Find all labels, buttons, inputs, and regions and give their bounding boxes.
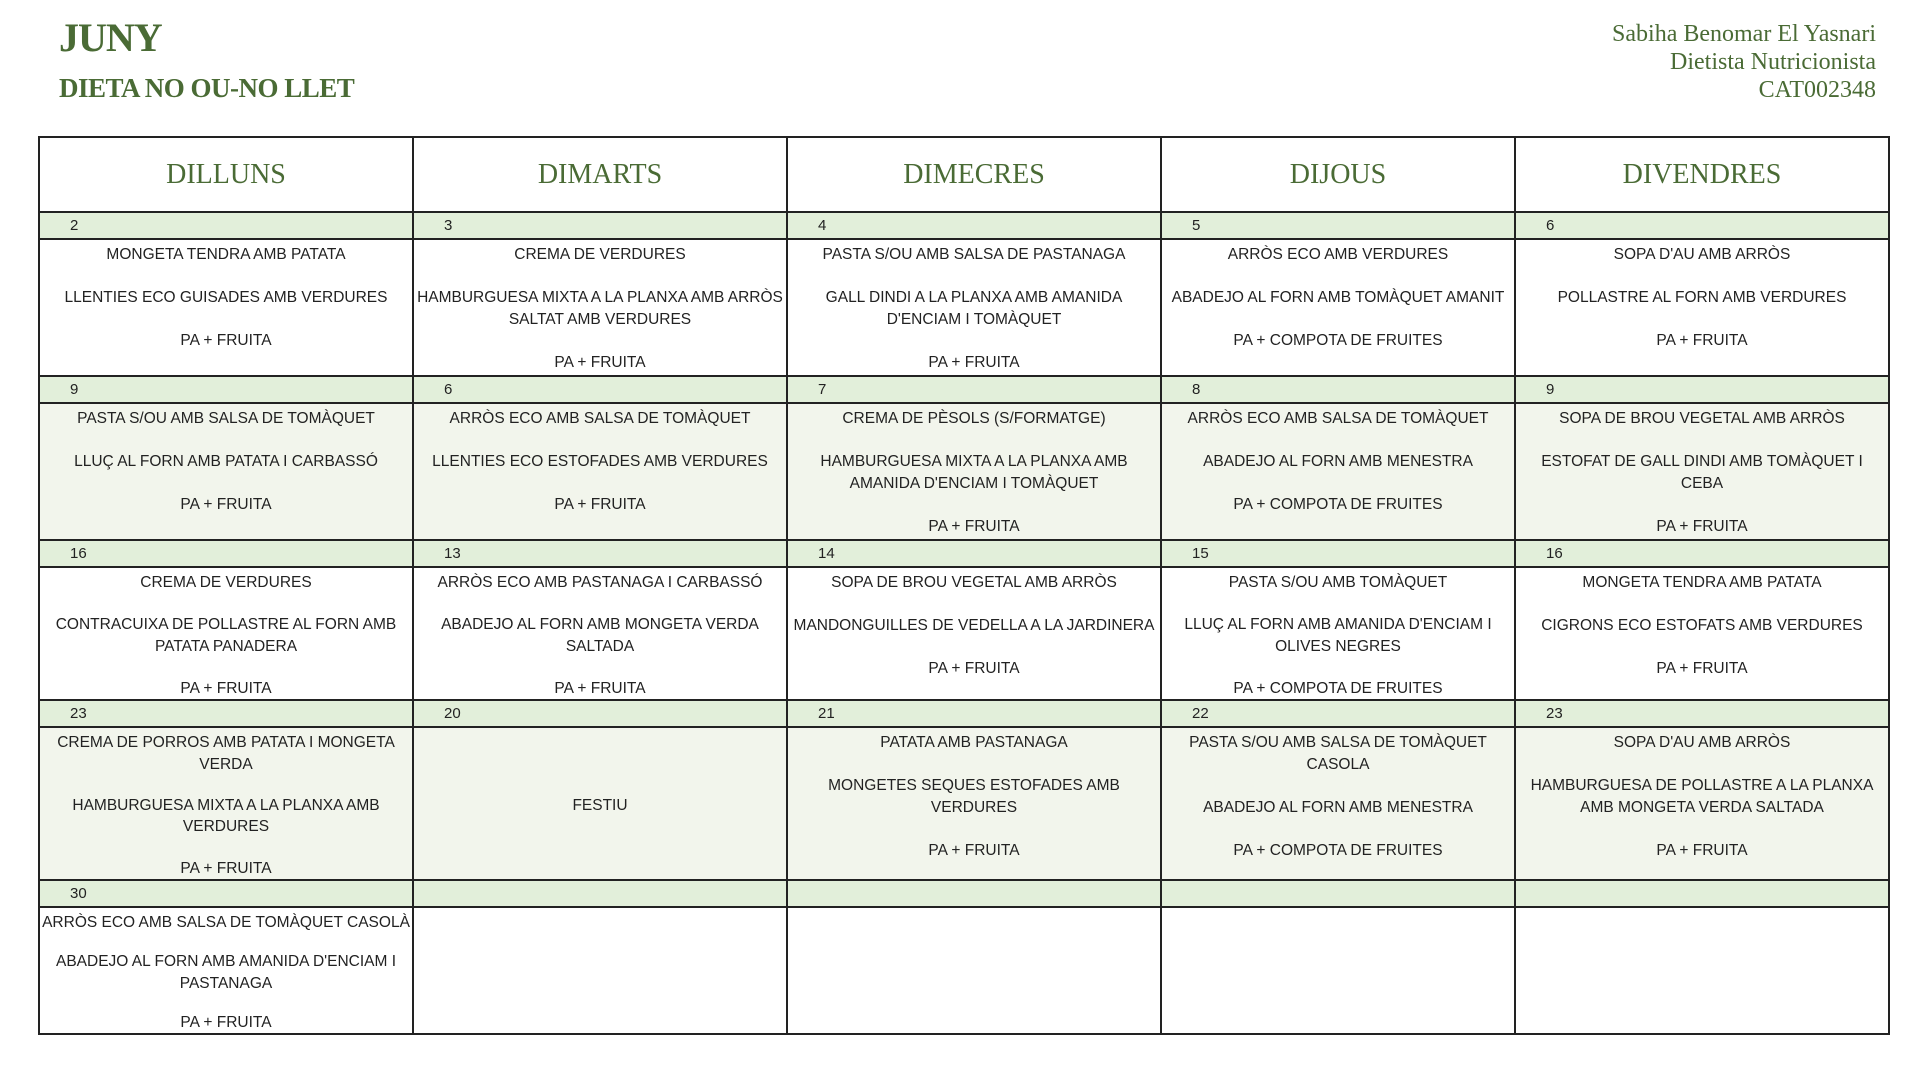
meal-item: SOPA D'AU AMB ARRÒS [1613,734,1791,751]
license-number: CAT002348 [1758,77,1876,103]
date-label: 13 [414,541,788,568]
day-header: DIVENDRES [1516,138,1888,213]
date-label [1516,881,1888,908]
day-header: DIMARTS [414,138,788,213]
meal-cell [1516,568,1888,701]
meal-cell [414,728,788,881]
date-label: 14 [788,541,1162,568]
meal-item: LLUÇ AL FORN AMB PATATA I CARBASSÓ [74,453,378,470]
meal-item: CIGRONS ECO ESTOFATS AMB VERDURES [1541,617,1863,634]
line-gap [416,594,784,615]
line-gap [416,266,784,288]
meal-cell [1516,240,1888,377]
line-gap [42,473,410,495]
meal-cell [788,728,1162,881]
meal-cell [40,908,414,1033]
date-label: 9 [40,377,414,404]
meal-cell [1162,908,1516,1033]
date-label: 8 [1162,377,1516,404]
line-gap [1518,754,1886,776]
line-gap [790,494,1158,516]
meal-item: GALL DINDI A LA PLANXA AMB AMANIDA D'ENCIAM I TOMÀQUET [825,289,1123,328]
meal-cell [1162,404,1516,541]
line-gap [42,266,410,288]
date-label: 7 [788,377,1162,404]
line-gap [416,657,784,678]
line-gap [790,330,1158,352]
meal-item: PA + FRUITA [928,517,1020,535]
line-gap [42,994,410,1012]
meal-cell [40,568,414,701]
date-label: 9 [1516,377,1888,404]
header-left [59,14,354,104]
date-label: 21 [788,701,1162,728]
meal-cell [414,568,788,701]
line-gap [1164,309,1512,331]
meal-item: PA + FRUITA [180,496,272,513]
day-header: DILLUNS [40,138,414,213]
menu-calendar [38,136,1890,1035]
date-label: 3 [414,213,788,240]
meal-item: ABADEJO AL FORN AMB MONGETA VERDA SALTADA [441,616,759,655]
meal-item: LLENTIES ECO ESTOFADES AMB VERDURES [432,453,768,470]
line-gap [416,330,784,352]
line-gap [42,838,410,858]
meal-item: ARRÒS ECO AMB SALSA DE TOMÀQUET [449,410,751,427]
date-label [414,881,788,908]
meal-cell [788,240,1162,377]
meal-item: PA + FRUITA [928,841,1020,859]
meal-item: ARRÒS ECO AMB VERDURES [1227,246,1449,263]
line-gap [42,657,410,678]
line-gap [1164,657,1512,678]
line-gap [1518,637,1886,659]
meal-item: PA + COMPOTA DE FRUITES [1233,679,1443,697]
author-name: Sabiha Benomar El Yasnari [1612,21,1876,47]
meal-item: LLENTIES ECO GUISADES AMB VERDURES [64,289,388,306]
line-gap [1518,266,1886,288]
line-gap [1518,309,1886,331]
meal-item: PA + COMPOTA DE FRUITES [1233,332,1443,349]
line-gap [1164,818,1512,840]
line-gap [1164,775,1512,797]
line-gap [790,818,1158,840]
meal-item: HAMBURGUESA MIXTA A LA PLANXA AMB AMANIDA D'ENCIAM I TOMÀQUET [820,453,1128,492]
date-label [1162,881,1516,908]
meal-item: MONGETA TENDRA AMB PATATA [1582,574,1822,591]
line-gap [416,430,784,452]
meal-item: ABADEJO AL FORN AMB MENESTRA [1203,798,1473,816]
diet-subtitle: DIETA NO OU-NO LLET [59,73,355,103]
meal-item: PA + FRUITA [180,679,272,697]
meal-cell [1162,568,1516,701]
date-label: 16 [1516,541,1888,568]
line-gap [1164,473,1512,495]
meal-item: ARRÒS ECO AMB SALSA DE TOMÀQUET CASOLÀ [42,914,410,931]
meal-cell [1162,240,1516,377]
meal-item: ARRÒS ECO AMB SALSA DE TOMÀQUET [1187,410,1489,427]
line-gap [42,775,410,795]
day-header: DIJOUS [1162,138,1516,213]
author-role: Dietista Nutricionista [1670,49,1876,75]
meal-item: CREMA DE PÈSOLS (S/FORMATGE) [842,410,1106,427]
line-gap [790,266,1158,288]
meal-item: SOPA DE BROU VEGETAL AMB ARRÒS [1559,410,1845,427]
line-gap [790,594,1158,616]
meal-item: PA + FRUITA [554,353,646,371]
meal-cell [1516,908,1888,1033]
line-gap [1518,494,1886,516]
meal-item: PA + FRUITA [554,496,646,513]
meal-item: PA + FRUITA [1656,517,1748,535]
date-label: 23 [1516,701,1888,728]
meal-item: PA + FRUITA [180,859,272,877]
meal-cell [414,908,788,1033]
line-gap [790,430,1158,452]
meal-item: CONTRACUIXA DE POLLASTRE AL FORN AMB PATATA PANADERA [55,616,397,655]
date-label: 2 [40,213,414,240]
meal-item: PA + COMPOTA DE FRUITES [1233,841,1443,859]
meal-item: PASTA S/OU AMB TOMÀQUET [1228,574,1448,591]
meal-item: MONGETES SEQUES ESTOFADES AMB VERDURES [828,777,1120,816]
meal-cell [40,728,414,881]
date-label: 5 [1162,213,1516,240]
meal-item: HAMBURGUESA MIXTA A LA PLANXA AMB ARRÒS SALTAT AMB VERDURES [417,289,783,328]
date-label [788,881,1162,908]
meal-item: SOPA D'AU AMB ARRÒS [1613,246,1791,263]
meal-item: PASTA S/OU AMB SALSA DE TOMÀQUET [77,410,375,427]
date-label: 30 [40,881,414,908]
meal-item: HAMBURGUESA DE POLLASTRE A LA PLANXA AMB MONGETA VERDA SALTADA [1530,777,1874,816]
meal-item: PA + FRUITA [1656,841,1748,859]
meal-item: PASTA S/OU AMB SALSA DE TOMÀQUET CASOLA [1189,734,1487,773]
meal-item: PA + FRUITA [180,332,272,349]
meal-item: CREMA DE PORROS AMB PATATA I MONGETA VERDA [57,734,395,773]
meal-item: ABADEJO AL FORN AMB TOMÀQUET AMANIT [1171,289,1505,306]
meal-item: MONGETA TENDRA AMB PATATA [106,246,346,263]
meal-item: ESTOFAT DE GALL DINDI AMB TOMÀQUET I CEBA [1541,453,1863,492]
meal-item: PA + COMPOTA DE FRUITES [1233,496,1443,513]
meal-item: ARRÒS ECO AMB PASTANAGA I CARBASSÓ [437,574,763,591]
meal-cell [40,240,414,377]
meal-cell [1162,728,1516,881]
date-label: 15 [1162,541,1516,568]
line-gap [790,754,1158,776]
meal-item: HAMBURGUESA MIXTA A LA PLANXA AMB VERDURES [72,796,380,836]
line-gap [790,637,1158,659]
meal-item: MANDONGUILLES DE VEDELLA A LA JARDINERA [793,617,1155,634]
meal-item: POLLASTRE AL FORN AMB VERDURES [1557,289,1847,306]
meal-item: PATATA AMB PASTANAGA [880,734,1068,751]
meal-cell [1516,404,1888,541]
line-gap [42,934,410,952]
meal-cell [1516,728,1888,881]
meal-item: PA + FRUITA [554,679,646,697]
meal-cell [414,404,788,541]
line-gap [1518,594,1886,616]
meal-cell [40,404,414,541]
meal-item: ABADEJO AL FORN AMB MENESTRA [1203,453,1473,470]
date-label: 22 [1162,701,1516,728]
meal-item: PA + FRUITA [928,660,1020,677]
meal-item: PA + FRUITA [1656,660,1748,677]
meal-item: CREMA DE VERDURES [140,574,312,591]
day-header: DIMECRES [788,138,1162,213]
date-label: 16 [40,541,414,568]
date-label: 4 [788,213,1162,240]
meal-cell [788,568,1162,701]
date-label: 23 [40,701,414,728]
line-gap [1164,594,1512,615]
meal-cell [788,908,1162,1033]
date-label: 6 [414,377,788,404]
meal-item: ABADEJO AL FORN AMB AMANIDA D'ENCIAM I PASTANAGA [55,953,397,992]
meal-item: FESTIU [572,796,628,814]
line-gap [42,594,410,615]
line-gap [42,430,410,452]
line-gap [1518,430,1886,452]
line-gap [1164,266,1512,288]
month-title: JUNY [59,15,162,60]
line-gap [1164,430,1512,452]
meal-item: PASTA S/OU AMB SALSA DE PASTANAGA [822,246,1126,263]
line-gap [1518,818,1886,840]
date-label: 20 [414,701,788,728]
header-right [1612,20,1876,104]
line-gap [416,473,784,495]
meal-cell [788,404,1162,541]
line-gap [42,309,410,331]
meal-item: SOPA DE BROU VEGETAL AMB ARRÒS [831,574,1117,591]
meal-item: PA + FRUITA [180,1013,272,1031]
meal-item: PA + FRUITA [1656,332,1748,349]
meal-item: PA + FRUITA [928,353,1020,371]
meal-cell [414,240,788,377]
meal-item: CREMA DE VERDURES [514,246,686,263]
date-label: 6 [1516,213,1888,240]
meal-item: LLUÇ AL FORN AMB AMANIDA D'ENCIAM I OLIVES NEGRES [1184,616,1492,655]
